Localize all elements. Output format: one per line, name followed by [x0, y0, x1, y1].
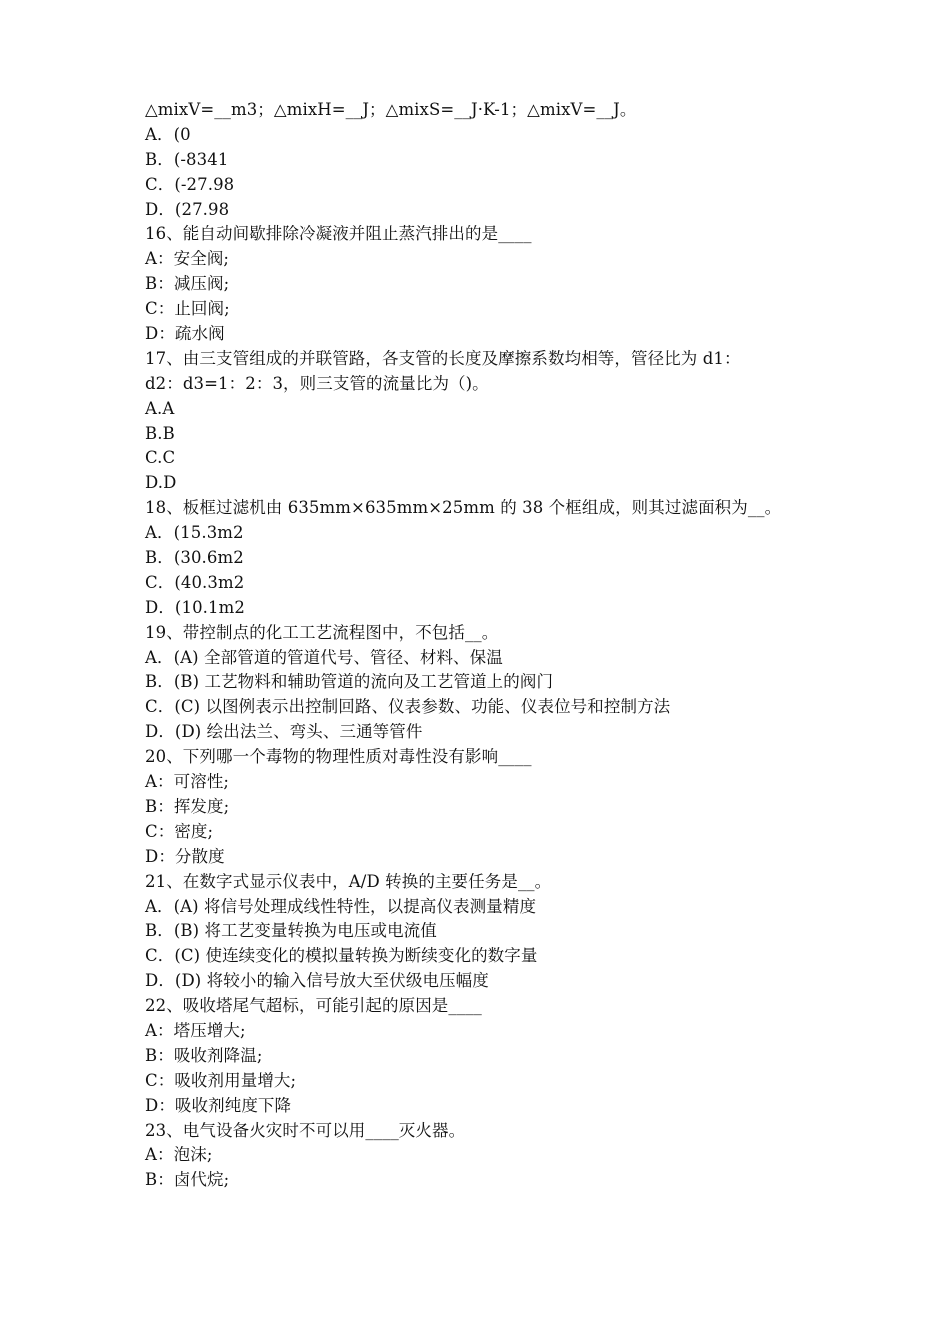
option-d: D．(D) 绘出法兰、弯头、三通等管件 — [145, 722, 423, 742]
option-b: B．(30.6m2 — [145, 548, 244, 568]
option-b: B：吸收剂降温; — [145, 1045, 263, 1065]
document-page — [145, 98, 825, 1193]
option-a: A．(A) 全部管道的管道代号、管径、材料、保温 — [145, 647, 503, 667]
option-a: A．(A) 将信号处理成线性特性，以提高仪表测量精度 — [145, 896, 537, 916]
question-17: 17、由三支管组成的并联管路，各支管的长度及摩擦系数均相等，管径比为 d1： — [145, 348, 741, 368]
option-d: D：吸收剂纯度下降 — [145, 1095, 292, 1115]
question-22: 22、吸收塔尾气超标，可能引起的原因是____ — [145, 996, 482, 1016]
question-16: 16、能自动间歇排除冷凝液并阻止蒸汽排出的是____ — [145, 224, 532, 244]
option-c: C：止回阀; — [145, 299, 230, 319]
option-b: B：挥发度; — [145, 796, 230, 816]
option-a: A.A — [145, 398, 175, 418]
option-d: D：分散度 — [145, 846, 225, 866]
option-d: D.D — [145, 473, 177, 493]
option-c: C．(C) 使连续变化的模拟量转换为断续变化的数字量 — [145, 946, 538, 966]
option-b: B：卤代烷; — [145, 1170, 230, 1190]
option-b: B．(-8341 — [145, 149, 229, 169]
question-21: 21、在数字式显示仪表中，A/D 转换的主要任务是__。 — [145, 871, 552, 891]
option-c: C．(C) 以图例表示出控制回路、仪表参数、功能、仪表位号和控制方法 — [145, 697, 671, 717]
option-d: D．(D) 将较小的输入信号放大至伏级电压幅度 — [145, 971, 489, 991]
option-c: C.C — [145, 448, 176, 468]
option-d: D．(27.98 — [145, 199, 230, 219]
option-c: C：吸收剂用量增大; — [145, 1070, 297, 1090]
option-a: A：安全阀; — [145, 249, 230, 269]
option-c: C：密度; — [145, 821, 214, 841]
option-a: A：塔压增大; — [145, 1020, 246, 1040]
option-d: D：疏水阀 — [145, 324, 225, 344]
question-19: 19、带控制点的化工工艺流程图中，不包括__。 — [145, 622, 499, 642]
option-d: D．(10.1m2 — [145, 597, 245, 617]
formula-line: △mixV=__m3；△mixH=__J；△mixS=__J·K-1；△mixV=__J。 — [145, 100, 637, 119]
option-b: B.B — [145, 423, 175, 443]
question-23: 23、电气设备火灾时不可以用____灭火器。 — [145, 1120, 466, 1140]
option-b: B：减压阀; — [145, 274, 230, 294]
option-a: A：可溶性; — [145, 772, 230, 792]
option-c: C．(-27.98 — [145, 174, 235, 194]
option-a: A：泡沫; — [145, 1145, 213, 1165]
option-a: A．(0 — [145, 124, 191, 144]
option-c: C．(40.3m2 — [145, 572, 245, 592]
question-17-continued: d2：d3=1：2：3，则三支管的流量比为（)。 — [145, 373, 489, 393]
question-18: 18、板框过滤机由 635mm×635mm×25mm 的 38 个框组成，则其过滤面积为__。 — [145, 498, 782, 518]
question-20: 20、下列哪一个毒物的物理性质对毒性没有影响____ — [145, 747, 532, 767]
option-b: B．(B) 将工艺变量转换为电压或电流值 — [145, 921, 437, 941]
option-b: B．(B) 工艺物料和辅助管道的流向及工艺管道上的阀门 — [145, 672, 554, 692]
option-a: A．(15.3m2 — [145, 523, 244, 543]
